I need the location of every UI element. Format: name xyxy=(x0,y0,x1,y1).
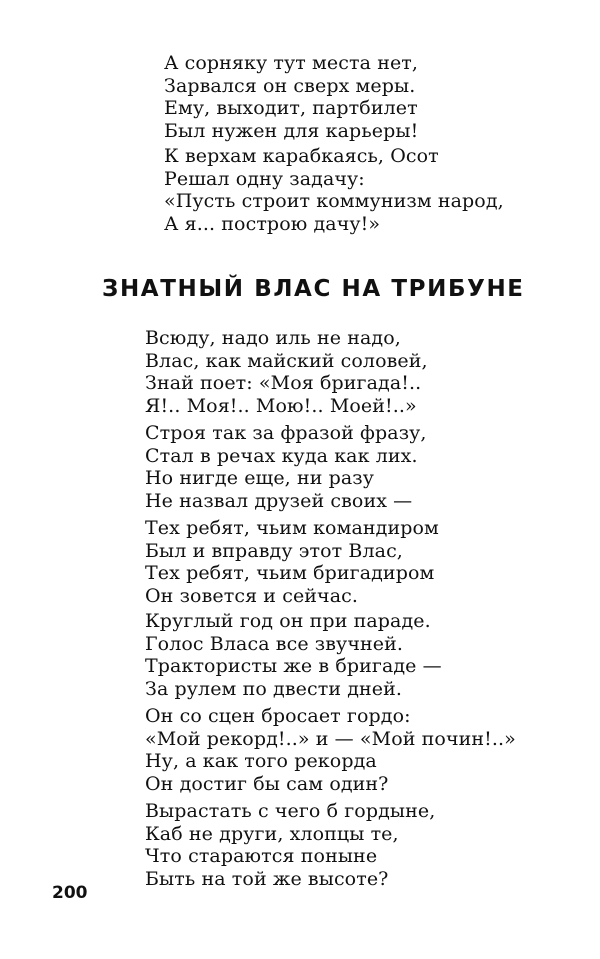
poem-line: Ну, а как того рекорда xyxy=(145,750,377,772)
poem-line: Что стараются поныне xyxy=(145,845,378,867)
poem-line: Каб не други, хлопцы те, xyxy=(145,822,399,845)
stanza-top-2 xyxy=(164,145,504,235)
poem-line: «Мой рекорд!..» и — «Мой почин!..» xyxy=(145,727,516,750)
stanza-5 xyxy=(145,705,516,795)
poem-line: Я!.. Моя!.. Мою!.. Моей!..» xyxy=(145,394,417,417)
poem-line: А я... построю дачу!» xyxy=(164,212,381,235)
poem-title: ЗНАТНЫЙ ВЛАС НА ТРИБУНЕ xyxy=(102,276,525,302)
poem-line: Голос Власа все звучней. xyxy=(145,632,404,655)
stanza-4 xyxy=(145,610,442,700)
poem-line: Стал в речах куда как лих. xyxy=(145,444,418,467)
poem-line: Он достиг бы сам один? xyxy=(145,772,389,795)
poem-line: Знай поет: «Моя бригада!.. xyxy=(145,372,422,394)
page-number: 200 xyxy=(52,883,88,903)
poem-line: Вырастать с чего б гордыне, xyxy=(145,800,436,822)
poem-line: Быть на той же высоте? xyxy=(145,867,389,890)
poem-line: Был и вправду этот Влас, xyxy=(145,539,403,562)
poem-line: Трактористы же в бригаде — xyxy=(145,655,442,677)
stanza-3 xyxy=(145,517,439,607)
poem-line: Но нигде еще, ни разу xyxy=(145,467,375,489)
poem-line: Он зовется и сейчас. xyxy=(145,584,359,607)
poem-line: Всюду, надо иль не надо, xyxy=(145,327,401,349)
stanza-1 xyxy=(145,327,428,417)
poem-line: Тех ребят, чьим командиром xyxy=(145,517,439,539)
poem-line: Решал одну задачу: xyxy=(164,167,365,190)
poem-line: Тех ребят, чьим бригадиром xyxy=(145,562,435,584)
poem-line: Не назвал друзей своих — xyxy=(145,489,413,512)
poem-line: Круглый год он при параде. xyxy=(145,610,431,632)
stanza-6 xyxy=(145,800,435,890)
stanza-top-1 xyxy=(164,52,418,142)
poem-line: К верхам карабкаясь, Осот xyxy=(164,145,439,167)
poem-line: «Пусть строит коммунизм народ, xyxy=(164,190,504,212)
poem-line: Влас, как майский соловей, xyxy=(145,349,428,372)
poem-line: Строя так за фразой фразу, xyxy=(145,422,427,444)
stanza-2 xyxy=(145,422,427,512)
poem-line: За рулем по двести дней. xyxy=(145,677,403,700)
poem-line: Ему, выходит, партбилет xyxy=(164,97,418,119)
poem-line: Был нужен для карьеры! xyxy=(164,119,419,142)
poem-line: А сорняку тут места нет, xyxy=(164,52,419,74)
poem-line: Зарвался он сверх меры. xyxy=(164,74,416,97)
poem-line: Он со сцен бросает гордо: xyxy=(145,705,411,727)
